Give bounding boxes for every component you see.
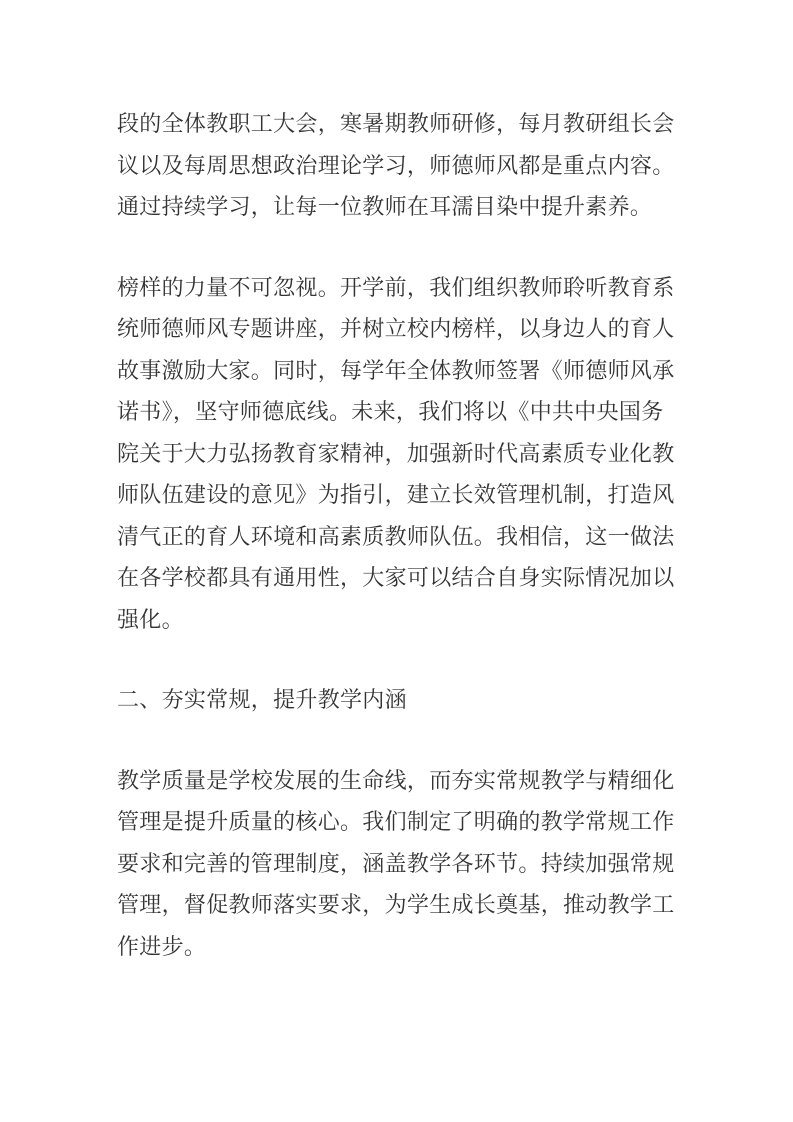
- text-line: 议以及每周思想政治理论学习，师德师风都是重点内容。: [117, 152, 675, 178]
- text-line: 教学质量是学校发展的生命线，而夯实常规教学与精细化: [117, 767, 675, 793]
- text-line: 段的全体教职工大会，寒暑期教师研修，每月教研组长会: [117, 111, 675, 136]
- text-line: 管理，督促教师落实要求，为学生成长奠基，推动教学工: [117, 892, 675, 917]
- text-line: 强化。: [117, 606, 184, 632]
- paragraph: [117, 267, 679, 641]
- section-heading: [117, 679, 679, 721]
- text-line: 二、夯实常规，提升教学内涵: [117, 687, 407, 712]
- text-line: 故事激励大家。同时，每学年全体教师签署《师德师风承: [117, 357, 675, 383]
- paragraph: [117, 760, 679, 968]
- text-line: 通过持续学习，让每一位教师在耳濡目染中提升素养。: [117, 194, 653, 219]
- document-body: [117, 103, 679, 967]
- text-line: 要求和完善的管理制度，涵盖教学各环节。持续加强常规: [117, 850, 675, 876]
- text-line: 榜样的力量不可忽视。开学前，我们组织教师聆听教育系: [117, 274, 675, 300]
- paragraph: [117, 103, 679, 228]
- text-line: 作进步。: [117, 933, 207, 959]
- text-line: 清气正的育人环境和高素质教师队伍。我相信，这一做法: [117, 523, 675, 549]
- text-line: 管理是提升质量的核心。我们制定了明确的教学常规工作: [117, 809, 675, 834]
- text-line: 师队伍建设的意见》为指引，建立长效管理机制，打造风: [117, 482, 675, 507]
- text-line: 院关于大力弘扬教育家精神，加强新时代高素质专业化教: [117, 440, 675, 466]
- text-line: 诺书》，坚守师德底线。未来，我们将以《中共中央国务: [117, 399, 664, 424]
- text-line: 统师德师风专题讲座，并树立校内榜样，以身边人的育人: [117, 316, 675, 341]
- text-line: 在各学校都具有通用性，大家可以结合自身实际情况加以: [117, 565, 675, 590]
